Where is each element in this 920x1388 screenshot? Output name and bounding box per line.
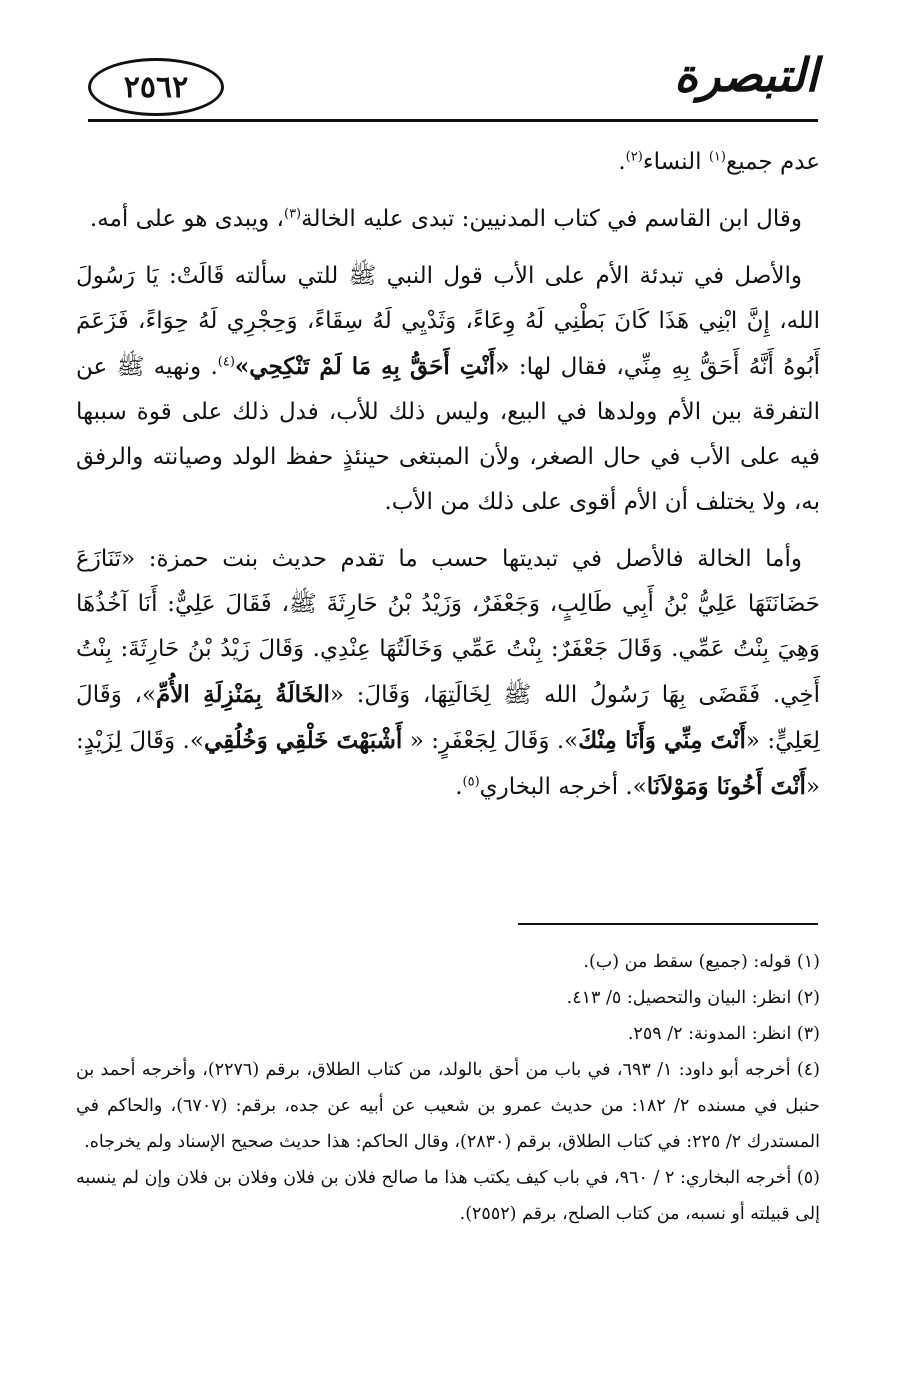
text: ». وَقَالَ لِجَعْفَرٍ: « [402, 728, 579, 754]
footnote-4: (٤) أخرجه أبو داود: ١/ ٦٩٣، في باب من أحق بالولد، من كتاب الطلاق، برقم (٢٢٧٦)، وأخرجه أحمد بن حنبل في مسنده ٢/ ١٨٢: من حديث عمرو بن شعيب عن أبيه عن جده، برقم: (٦٧٠٧)، والحاكم في المستدرك ٢/ ٢٢٥: في كتاب الطلاق، برقم (٢٨٣٠)، وقال الحاكم: هذا حديث صحيح الإسناد ولم يخرجاه. [76, 1060, 820, 1152]
footnote-divider [518, 923, 818, 925]
page-header [88, 48, 818, 118]
text: . ونهيه ﷺ عن التفرقة بين الأم وولدها في البيع، وليس ذلك للأب، فدل ذلك على قوة سببها فيه على الأب في حال الصغر، ولأن المبتغى حينئذٍ حفظ الولد وصيانته والرفق به، ولا يختلف أن الأم أقوى على ذلك من الأب. [76, 354, 820, 515]
text: ». أخرجه البخاري [479, 774, 647, 800]
paragraph-3 [76, 254, 820, 525]
book-title: التبصرة [674, 48, 818, 102]
text: النساء [642, 149, 709, 175]
hadith-quote: «أَنْتِ أَحَقُّ بِهِ مَا لَمْ تَنْكِحِي» [234, 353, 510, 380]
hadith-quote: أَنْتَ مِنِّي وَأَنَا مِنْكَ [578, 727, 746, 754]
paragraph-1 [76, 140, 820, 185]
text: »، وَقَالَ لِعَلِيٍّ: « [76, 682, 821, 754]
text: وقال ابن القاسم في كتاب المدنيين: تبدى عليه الخالة [301, 206, 802, 232]
footnote-ref[interactable]: (١) [708, 149, 726, 165]
footnote-ref[interactable]: (٤) [217, 354, 235, 370]
text: عدم جميع [725, 149, 820, 175]
footnote-3: (٣) انظر: المدونة: ٢/ ٢٥٩. [627, 1024, 820, 1044]
paragraph-4 [76, 537, 820, 810]
footnote-1: (١) قوله: (جميع) سقط من (ب). [583, 952, 820, 972]
text: ، ويبدى هو على أمه. [89, 206, 284, 232]
footnote-2: (٢) انظر: البيان والتحصيل: ٥/ ٤١٣. [566, 988, 820, 1008]
hadith-quote: أَشْبَهْتَ خَلْقِي وَخُلُقِي [203, 727, 403, 754]
footnote-ref[interactable]: (٢) [625, 149, 643, 165]
footnote-ref[interactable]: (٥) [462, 774, 480, 790]
hadith-quote: الخَالَةُ بِمَنْزِلَةِ الأُمِّ [156, 681, 330, 708]
text: . [618, 149, 626, 175]
footnotes [76, 944, 820, 1232]
text: وأما الخالة فالأصل في تبديتها حسب ما تقدم حديث بنت حمزة: «تَنَازَعَ حَضَانَتَهَا عَلِيُّ بْنُ أَبِي طَالِبٍ، وَجَعْفَرٌ، وَزَيْدُ بْنُ حَارِثَةَ ﷺ، فَقَالَ عَلِيٌّ: أَنَا آخُذُهَا وَهِيَ بِنْتُ عَمِّي. وَقَالَ جَعْفَرٌ: بِنْتُ عَمِّي وَخَالَتُهَا عِنْدِي. وَقَالَ زَيْدُ بْنُ حَارِثَةَ: بِنْتُ أَخِي. فَقَضَى بِهَا رَسُولُ الله ﷺ لِخَالَتِهَا، وَقَالَ: « [76, 546, 820, 708]
text: ». وَقَالَ لِزَيْدٍ: « [76, 728, 820, 800]
footnote-ref[interactable]: (٣) [283, 206, 302, 222]
hadith-quote: أَنْتَ أَخُونَا وَمَوْلاَنَا [646, 773, 806, 800]
paragraph-2 [76, 197, 820, 242]
text: . [455, 774, 463, 800]
page-number: ٢٥٦٢ [123, 69, 189, 105]
header-divider [88, 119, 818, 122]
main-text [76, 140, 820, 822]
footnote-5: (٥) أخرجه البخاري: ٢ / ٩٦٠، في باب كيف يكتب هذا ما صالح فلان بن فلان وفلان بن فلان وإن لم ينسبه إلى قبيلته أو نسبه، من كتاب الصلح، برقم (٢٥٥٢). [76, 1168, 820, 1224]
text: والأصل في تبدئة الأم على الأب قول النبي ﷺ للتي سألته قَالَتْ: يَا رَسُولَ الله، إِنَّ ابْنِي هَذَا كَانَ بَطْنِي لَهُ وِعَاءً، وَثَدْيِي لَهُ سِقَاءً، وَحِجْرِي لَهُ حِوَاءً، فَزَعَمَ أَبُوهُ أَنَّهُ أَحَقُّ بِهِ مِنِّي، فقال لها: [76, 263, 820, 380]
page-number-badge [88, 58, 224, 116]
